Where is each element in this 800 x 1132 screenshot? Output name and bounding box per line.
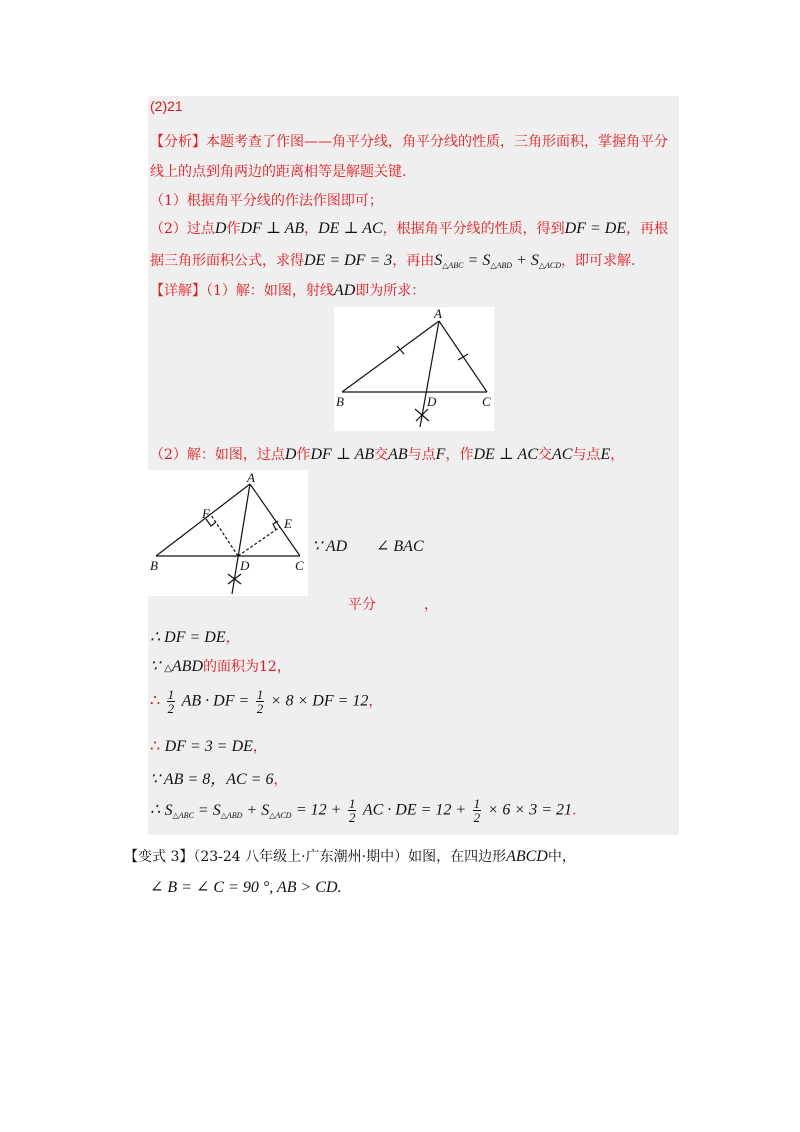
answer-header: (2)21 bbox=[150, 98, 183, 114]
figure-1-svg bbox=[334, 307, 494, 431]
step2-comma: ， bbox=[304, 221, 319, 237]
therefore-2: ∴ bbox=[150, 736, 161, 755]
variant-tag: 【变式 3】 bbox=[124, 849, 194, 865]
pingfen-comma: ， bbox=[424, 597, 438, 613]
area-formula: $S_{\triangle ABC} = S_{\triangle ABD} + S_{\triangle ACD}$ bbox=[434, 252, 561, 270]
df3-comma: ， bbox=[252, 739, 267, 755]
analysis-step2 bbox=[150, 218, 668, 238]
label-c: C bbox=[295, 558, 304, 573]
final-areas: $S_{\triangle ABC} = S_{\triangle ABD} + S_{\triangle ACD}$ bbox=[164, 801, 292, 820]
because-sym: ∵ bbox=[150, 658, 165, 675]
step3-text-a: 据三角形面积公式，求得 bbox=[150, 253, 304, 269]
final-c: × 6 × 3 = 21 bbox=[487, 801, 572, 819]
pingfen-text: 平分 bbox=[348, 597, 376, 613]
analysis-step3 bbox=[150, 250, 635, 270]
p2-f: F bbox=[435, 446, 446, 463]
label-e: E bbox=[284, 516, 292, 531]
figure-2-svg bbox=[148, 470, 308, 596]
p2-c: 作 bbox=[296, 447, 311, 463]
line-area bbox=[150, 656, 291, 676]
p2-de-ac: DE ⊥ AC bbox=[473, 446, 538, 463]
analysis-step1: （1）根据角平分线的作法作图即可； bbox=[150, 193, 383, 209]
label-a: A bbox=[434, 307, 442, 321]
p2-e-point: E bbox=[600, 446, 611, 463]
step2-text-a: （2）过点 bbox=[150, 221, 215, 237]
frac-comma: ， bbox=[368, 693, 383, 710]
p2-o: ， bbox=[610, 447, 625, 463]
angle-bac: ∠ BAC bbox=[376, 538, 424, 555]
line-df-de bbox=[150, 627, 240, 647]
side-ab bbox=[342, 321, 439, 392]
ray-ad bbox=[420, 321, 439, 427]
final-a: = 12 + bbox=[295, 801, 342, 819]
step2-de-ac: DE ⊥ AC bbox=[318, 220, 383, 237]
df-de-comma: ， bbox=[225, 630, 240, 646]
p2-a: （2）解：如图，过点 bbox=[150, 447, 285, 463]
variant-quad: ABCD bbox=[506, 848, 548, 865]
variant-zhong: 中， bbox=[547, 849, 576, 865]
variant-line1 bbox=[124, 846, 576, 866]
half-3: $\frac{1}{2}$ bbox=[348, 796, 356, 825]
tick-ac bbox=[458, 354, 468, 360]
frac-expr-a: AB · DF = bbox=[181, 692, 250, 710]
final-b: AC · DE = 12 + bbox=[362, 801, 467, 819]
detail-p1-a: （1）解：如图，射线 bbox=[206, 283, 334, 299]
step3-text-d: ，即可求解. bbox=[560, 253, 636, 269]
ray-ad bbox=[232, 484, 250, 594]
detail-p1-c: 即为所求： bbox=[355, 283, 426, 299]
because-ad: ∵ AD bbox=[312, 538, 348, 555]
p2-g: 与点 bbox=[407, 447, 436, 463]
df3-eq: DF = 3 = DE bbox=[164, 738, 253, 755]
line-df3 bbox=[150, 736, 267, 756]
area-comma: ， bbox=[276, 659, 291, 675]
triangle-abd: ABD bbox=[171, 658, 203, 675]
label-a: A bbox=[247, 470, 255, 485]
df-de-eq: ∴ DF = DE bbox=[150, 629, 226, 646]
analysis-tag: 【分析】 bbox=[150, 134, 206, 150]
figure-1 bbox=[334, 307, 494, 431]
step2-df-de: DF = DE bbox=[564, 220, 627, 237]
p2-df-ab: DF ⊥ AB bbox=[310, 446, 375, 463]
area-text: 的面积为12 bbox=[203, 659, 277, 675]
label-b: B bbox=[150, 558, 158, 573]
label-d: D bbox=[427, 394, 437, 409]
line-ab-ac bbox=[150, 766, 287, 789]
ab-ac-values: ∵ AB = 8，AC = 6 bbox=[150, 771, 274, 788]
step2-text-g: ，根据角平分线的性质，得到 bbox=[382, 221, 565, 237]
label-c: C bbox=[482, 394, 491, 409]
analysis-line2: 线上的点到角两边的距离相等是解题关键. bbox=[150, 164, 407, 180]
figure-2 bbox=[148, 470, 308, 596]
p2-k: 交 bbox=[537, 447, 552, 463]
variant-source: （23-24 八年级上·广东潮州·期中）如图，在四边形 bbox=[193, 849, 507, 865]
p2-d: D bbox=[284, 446, 297, 463]
detail-ray-ad: AD bbox=[333, 282, 356, 299]
variant-line2: ∠ B = ∠ C = 90 °, AB > CD. bbox=[150, 879, 342, 896]
step2-point-d: D bbox=[214, 220, 227, 237]
detail-line1 bbox=[150, 280, 425, 300]
analysis-line1 bbox=[150, 131, 668, 151]
p2-m: 与点 bbox=[572, 447, 601, 463]
half-4: $\frac{1}{2}$ bbox=[473, 796, 481, 825]
step3-de-df-3: DE = DF = 3 bbox=[304, 252, 393, 269]
therefore-3: ∴ bbox=[150, 801, 161, 819]
analysis-text1: 本题考查了作图——角平分线，角平分线的性质，三角形面积，掌握角平分 bbox=[206, 134, 668, 150]
p2-i: ，作 bbox=[445, 447, 474, 463]
step2-text-i: ，再根 bbox=[626, 221, 669, 237]
detail-tag: 【详解】 bbox=[150, 283, 206, 299]
frac-expr-b: × 8 × DF = 12 bbox=[270, 692, 369, 710]
line-frac bbox=[150, 688, 382, 715]
segment-de bbox=[238, 527, 280, 556]
p2-ac: AC bbox=[551, 446, 573, 463]
label-b: B bbox=[336, 394, 344, 409]
triangle-sym: △ bbox=[164, 663, 172, 674]
step2-text-c: 作 bbox=[226, 221, 241, 237]
half-2: $\frac{1}{2}$ bbox=[256, 687, 264, 716]
label-d: D bbox=[240, 558, 250, 573]
half-1: $\frac{1}{2}$ bbox=[167, 687, 175, 716]
p2-e: 交 bbox=[374, 447, 389, 463]
step2-df-ab: DF ⊥ AB bbox=[240, 220, 305, 237]
line-final: ∴ $S_{\triangle ABC} = S_{\triangle ABD} + S_{\triangle ACD} = 12$ + $\frac{1}{2}$ AC · DE = 12 + $\frac{1}{2}$ × 6 × 3 = 21. bbox=[150, 796, 577, 825]
detail-line2 bbox=[150, 444, 624, 464]
step3-text-c: ，再由 bbox=[392, 253, 435, 269]
p2-ab: AB bbox=[388, 446, 408, 463]
label-f: F bbox=[202, 506, 210, 521]
therefore-1: ∴ bbox=[150, 690, 161, 710]
side-ac bbox=[250, 484, 300, 556]
segment-df bbox=[211, 515, 238, 556]
ab-ac-comma: ， bbox=[273, 772, 288, 788]
